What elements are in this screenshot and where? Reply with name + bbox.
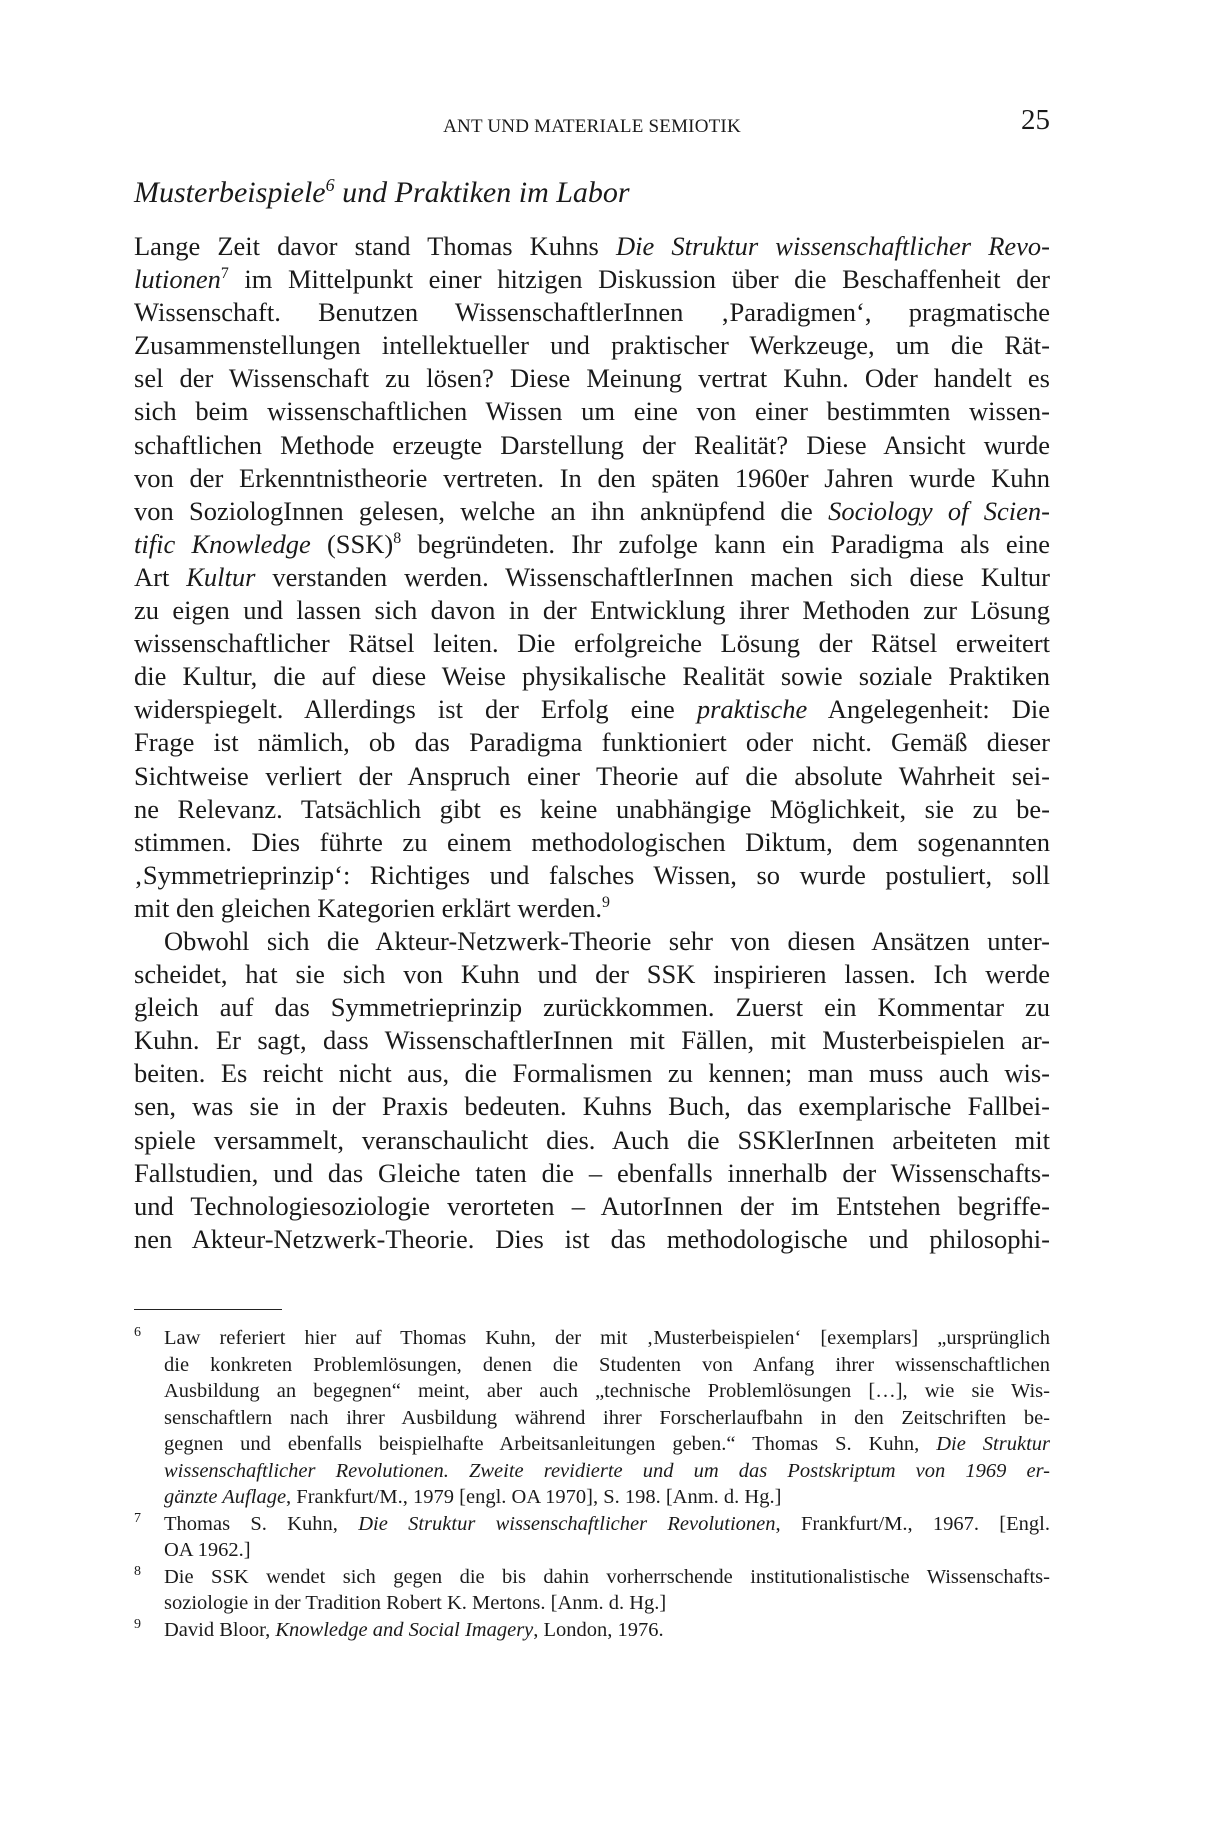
footnotes [134, 1325, 1050, 1643]
footnote-number: 8 [134, 1563, 141, 1579]
page-number: 25 [1021, 104, 1050, 136]
footnote-line: David Bloor, Knowledge and Social Imagery, London, 1976. [164, 1618, 664, 1641]
text-line: Obwohl sich die Akteur-Netzwerk-Theorie sehr von diesen Ansätzen unter- [164, 925, 1050, 956]
text-line: sel der Wissenschaft zu lösen? Diese Meinung vertrat Kuhn. Oder handelt es [134, 363, 1050, 394]
footnote-line: soziologie in der Tradition Robert K. Mertons. [Anm. d. Hg.] [164, 1592, 667, 1614]
text-line: stimmen. Dies führte zu einem methodologischen Diktum, dem sogenannten [134, 826, 1050, 857]
text-line: Lange Zeit davor stand Thomas Kuhns Die Struktur wissenschaftlicher Revo- [134, 231, 1050, 261]
text-line: und Technologiesoziologie verorteten – AutorInnen der im Entstehen begriffe- [134, 1190, 1050, 1221]
footnote-ref-6: 6 [325, 175, 335, 195]
footnote-6 [134, 1325, 1050, 1511]
book-title: gänzte Auflage [164, 1486, 287, 1508]
text-line: beiten. Es reicht nicht aus, die Formalismen zu kennen; man muss auch wis- [134, 1058, 1050, 1089]
footnote-line [164, 1458, 1050, 1485]
text-line: spiele versammelt, veranschaulicht dies. Auch die SSKlerInnen arbeiteten mit [134, 1124, 1050, 1155]
book-title: Die Struktur wissenschaftlicher Revolutionen [358, 1512, 776, 1535]
section-heading [134, 176, 1050, 210]
text-line: widerspiegelt. Allerdings ist der Erfolg eine praktische Angelegenheit: Die [134, 694, 1051, 725]
text-line: scheidet, hat sie sich von Kuhn und der SSK inspirieren lassen. Ich werde [134, 959, 1050, 990]
text-line: Wissenschaft. Benutzen WissenschaftlerInnen ‚Paradigmen‘, pragmatische [134, 297, 1050, 328]
text-line: von der Erkenntnistheorie vertreten. In den späten 1960er Jahren wurde Kuhn [134, 462, 1050, 493]
footnote-ref-8: 8 [393, 530, 402, 548]
footnote-number: 9 [134, 1616, 141, 1632]
book-title: Die Struktur [936, 1433, 1051, 1455]
footnote-ref-9: 9 [601, 894, 610, 912]
running-title: ANT UND MATERIALE SEMIOTIK [443, 116, 741, 137]
emphasis: Kultur [186, 561, 256, 592]
footnote-7 [134, 1511, 1050, 1564]
text-line: ‚Symmetrieprinzip‘: Richtiges und falsches Wissen, so wurde postuliert, soll [134, 859, 1050, 890]
heading-text-rest: und Praktiken im Labor [334, 176, 630, 209]
text-line: Zusammenstellungen intellektueller und praktischer Werkzeuge, um die Rät- [134, 330, 1050, 361]
text-line: lutionen$^7$ im Mittelpunkt einer hitzigen Diskussion über die Beschaffenheit der [134, 264, 1050, 295]
footnote-line: OA 1962.] [164, 1539, 251, 1561]
book-title: lutionen [134, 264, 221, 295]
text-line: von SoziologInnen gelesen, welche an ihn anknüpfend die Sociology of Scien- [134, 495, 1050, 526]
emphasis: tific Knowledge [134, 528, 311, 559]
text-line: nen Akteur-Netzwerk-Theorie. Dies ist das methodologische und philosophi- [134, 1223, 1050, 1254]
footnote-ref-7: 7 [220, 265, 229, 283]
footnote-line: die konkreten Problemlösungen, denen die Studenten von Anfang ihrer wissenschaftlichen [164, 1353, 1050, 1376]
text-line: sich beim wissenschaftlichen Wissen um eine von einer bestimmten wissen- [134, 396, 1050, 427]
footnote-9 [134, 1617, 1050, 1644]
text-line: zu eigen und lassen sich davon in der Entwicklung ihrer Methoden zur Lösung [134, 595, 1050, 626]
footnote-8 [134, 1564, 1050, 1617]
footnote-line: gänzte Auflage, Frankfurt/M., 1979 [engl. OA 1970], S. 198. [Anm. d. Hg.] [164, 1486, 782, 1508]
text-line: ne Relevanz. Tatsächlich gibt es keine unabhängige Möglichkeit, sie zu be- [134, 793, 1050, 824]
footnote-line: Die SSK wendet sich gegen die bis dahin vorherrschende institutionalistische Wissenschafts- [164, 1565, 1050, 1588]
book-title: wissenschaftlicher Revolutionen. Zweite revidierte und um das Postskriptum von 1969 er- [164, 1459, 1050, 1482]
paragraph-1 [134, 230, 1050, 925]
text-line: Sichtweise verliert der Anspruch einer Theorie auf die absolute Wahrheit sei- [134, 760, 1050, 791]
footnote-line: Ausbildung an begegnen“ meint, aber auch „technische Problemlösungen […], wie sie Wis- [164, 1380, 1050, 1402]
footnote-line: Thomas S. Kuhn, Die Struktur wissenschaftlicher Revolutionen, Frankfurt/M., 1967. [Engl. [164, 1512, 1050, 1535]
emphasis: Sociology of Scien- [828, 495, 1050, 526]
footnote-line: Law referiert hier auf Thomas Kuhn, der mit ‚Musterbeispielen‘ [exemplars] „ursprünglich [164, 1327, 1050, 1349]
heading-text: Musterbeispiele [134, 176, 326, 209]
book-title: Knowledge and Social Imagery [275, 1618, 534, 1641]
paragraph-2 [134, 925, 1050, 1256]
text-line: sen, was sie in der Praxis bedeuten. Kuhns Buch, das exemplarische Fallbei- [134, 1091, 1050, 1122]
book-title: Die Struktur wissenschaftlicher Revo- [615, 231, 1050, 261]
text-line: tific Knowledge (SSK)$^8$ begründeten. Ihr zufolge kann ein Paradigma als eine [134, 528, 1051, 559]
footnote-line: senschaftlern nach ihrer Ausbildung während ihrer Forscherlaufbahn in den Zeitschriften be- [164, 1406, 1050, 1429]
text-line: mit den gleichen Kategorien erklärt werden.$^9$ [134, 892, 610, 923]
footnote-number: 6 [134, 1325, 141, 1340]
body-text [134, 230, 1050, 1256]
text-line: gleich auf das Symmetrieprinzip zurückkommen. Zuerst ein Kommentar zu [134, 992, 1050, 1023]
text-line: die Kultur, die auf diese Weise physikalische Realität sowie soziale Praktiken [134, 661, 1050, 692]
text-line: Art Kultur verstanden werden. WissenschaftlerInnen machen sich diese Kultur [134, 561, 1051, 592]
footnote-line: gegnen und ebenfalls beispielhafte Arbeitsanleitungen geben.“ Thomas S. Kuhn, Die Struktur [164, 1433, 1051, 1455]
footnote-number: 7 [134, 1510, 141, 1526]
footnote-separator [134, 1309, 282, 1310]
text-line: Kuhn. Er sagt, dass WissenschaftlerInnen mit Fällen, mit Musterbeispielen ar- [134, 1025, 1050, 1056]
emphasis: praktische [696, 694, 808, 725]
text-line: Fallstudien, und das Gleiche taten die – ebenfalls innerhalb der Wissenschafts- [134, 1157, 1050, 1188]
text-line: wissenschaftlicher Rätsel leiten. Die erfolgreiche Lösung der Rätsel erweitert [134, 628, 1050, 659]
text-line: schaftlichen Methode erzeugte Darstellung der Realität? Diese Ansicht wurde [134, 429, 1050, 460]
running-header [134, 104, 1050, 148]
text-line: Frage ist nämlich, ob das Paradigma funktioniert oder nicht. Gemäß dieser [134, 727, 1050, 758]
